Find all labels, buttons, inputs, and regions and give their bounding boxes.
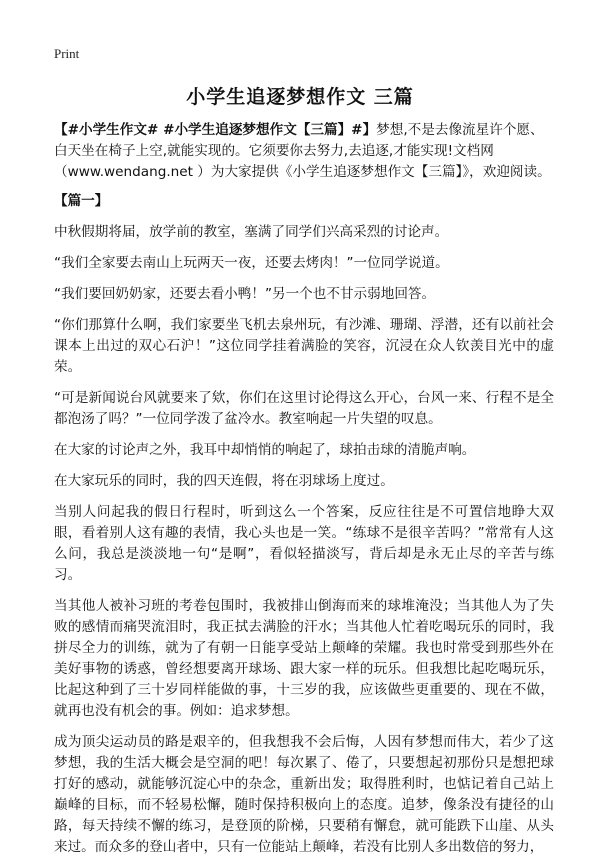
paragraph: 在大家玩乐的同时，我的四天连假，将在羽球场上度过。 <box>54 473 394 489</box>
paragraph: “你们那算什么啊，我们家要坐飞机去泉州玩，有沙滩、珊瑚、浮潜，还有以前社会课本上出过的双心石沪！”这位同学挂着满脸的笑容，沉浸在众人钦羡目光中的虚荣。 <box>54 317 554 375</box>
section-heading: 【篇一】 <box>54 193 109 209</box>
paragraph: 成为顶尖运动员的路是艰辛的，但我想我不会后悔，人因有梦想而伟大，若少了这梦想，我的生活大概会是空洞的吧！每次累了、倦了，只要想起初那份只是想把球打好的感动，就能够沉淀心中的杂念，重新出发；取得胜利时，也惦记着自己站上巅峰的目标，而不轻易松懈，随时保持积极向上的态度。追梦，像条没有捷径的山路，每天持续不懈的练习，是登顶的阶梯，只要稍有懈怠，就可能跌下山崖、从头来过。而众多的登山者中，只有一位能站上颠峰，若没有比别人多出数倍的努力， <box>54 734 554 855</box>
paragraph: 中秋假期将届，放学前的教室，塞满了同学们兴高采烈的讨论声。 <box>54 224 449 240</box>
intro-paragraph <box>54 120 554 183</box>
intro-text: 梦想,不是去像流星许个愿、白天坐在椅子上空,就能实现的。它须要你去努力,去追逐,才能实现!文档网（www.wendang.net ）为大家提供《小学生追逐梦想作文【三篇】》，欢迎阅读。 <box>54 122 551 180</box>
paragraph: “我们全家要去南山上玩两天一夜，还要去烤肉！”一位同学说道。 <box>54 255 449 271</box>
paragraph: 在大家的讨论声之外，我耳中却悄悄的响起了，球拍击球的清脆声响。 <box>54 442 476 458</box>
paragraph: 当其他人被补习班的考卷包围时，我被排山倒海而来的球堆淹没；当其他人为了失败的感情而痛哭流泪时，我正拭去满脸的汗水；当其他人忙着吃喝玩乐的同时，我拼尽全力的训练，就为了有朝一日能享受站上颠峰的荣耀。我也时常受到那些外在美好事物的诱惑，曾经想要离开球场、跟大家一样的玩乐。但我想比起吃喝玩乐，比起这种到了三十岁同样能做的事，十三岁的我，应该做些更重要的、现在不做，就再也没有机会的事。例如：追求梦想。 <box>54 598 554 719</box>
intro-tag: 【#小学生作文# #小学生追逐梦想作文【三篇】#】 <box>54 122 377 138</box>
paragraph: 当别人问起我的假日行程时，听到这么一个答案，反应往往是不可置信地睁大双眼，看着别人这有趣的表情，我心头也是一笑。“练球不是很辛苦吗？”常常有人这么问，我总是淡淡地一句“是啊”，看似轻描淡写，背后却是永无止尽的辛苦与练习。 <box>54 504 554 583</box>
article-body <box>54 120 554 868</box>
paragraph: “我们要回奶奶家，还要去看小鸭！”另一个也不甘示弱地回答。 <box>54 286 436 302</box>
paragraph: “可是新闻说台风就要来了欸，你们在这里讨论得这么开心，台风一来、行程不是全都泡汤了吗？”一位同学泼了盆冷水。教室响起一片失望的叹息。 <box>54 390 554 427</box>
print-label: Print <box>54 46 80 61</box>
page-title: 小学生追逐梦想作文 三篇 <box>186 86 414 108</box>
